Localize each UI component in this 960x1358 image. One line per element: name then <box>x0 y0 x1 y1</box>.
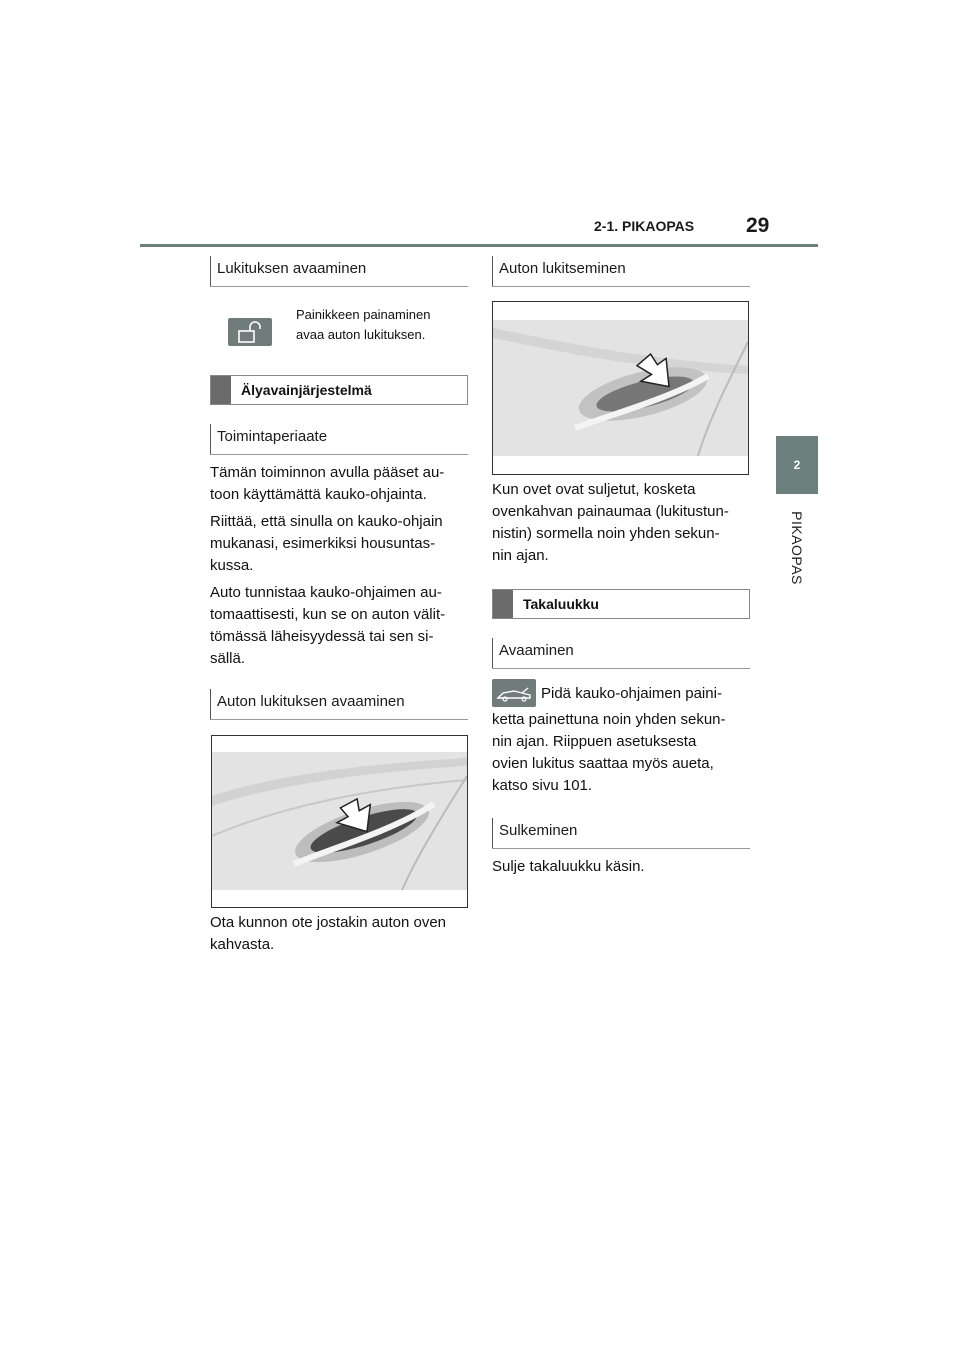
text-line: ketta painettuna noin yhden sekun- <box>492 711 726 728</box>
heading-principle-text: Toimintaperiaate <box>210 424 468 454</box>
text-line: mukanasi, esimerkiksi housuntas- <box>210 535 436 552</box>
text-line: Pidä kauko-ohjaimen paini- <box>541 685 722 702</box>
text-line: sällä. <box>210 650 246 667</box>
text-line: Riittää, että sinulla on kauko-ohjain <box>210 513 443 530</box>
text-line: ovien lukitus saattaa myös aueta, <box>492 755 714 772</box>
heading-close <box>492 818 750 849</box>
heading-close-text: Sulkeminen <box>492 818 750 848</box>
heading-rule <box>210 454 468 455</box>
header-rule <box>140 244 818 247</box>
heading-open <box>492 638 750 669</box>
text-line: Tämän toiminnon avulla pääset au- <box>210 464 445 481</box>
paragraph-lock <box>492 479 754 567</box>
text-line: nistin) sormella noin yhden sekun- <box>492 525 720 542</box>
heading-unlock-text: Lukituksen avaaminen <box>210 256 468 286</box>
paragraph-close: Sulje takaluukku käsin. <box>492 858 645 875</box>
unlock-caption-line: Painikkeen painaminen <box>296 307 431 322</box>
paragraph-trunk-open <box>492 709 754 797</box>
page-number: 29 <box>746 214 770 237</box>
door-handle-grip-illustration <box>211 735 468 908</box>
paragraph-principle <box>210 462 472 670</box>
section-title: 2-1. PIKAOPAS <box>594 218 695 234</box>
unlock-caption-line: avaa auton lukituksen. <box>296 327 426 342</box>
unlock-icon <box>228 318 272 346</box>
heading-bar <box>211 376 231 404</box>
heading-bar <box>493 590 513 618</box>
text-line: kussa. <box>210 557 254 574</box>
unlock-caption <box>296 305 466 345</box>
heading-trunk-text: Takaluukku <box>523 596 599 612</box>
text-line: Auto tunnistaa kauko-ohjaimen au- <box>210 584 442 601</box>
heading-rule <box>492 668 750 669</box>
text-line: nin ajan. <box>492 547 549 564</box>
text-line: katso sivu 101. <box>492 777 593 794</box>
heading-rule <box>492 286 750 287</box>
heading-car-unlock-text: Auton lukituksen avaaminen <box>210 689 468 719</box>
text-line: Ota kunnon ote jostakin auton oven <box>210 914 447 931</box>
text-line: tomaattisesti, kun se on auton välit- <box>210 606 446 623</box>
heading-smart-key <box>210 375 468 405</box>
heading-rule <box>210 719 468 720</box>
text-line: kahvasta. <box>210 936 275 953</box>
heading-rule <box>492 848 750 849</box>
heading-lock <box>492 256 750 287</box>
text-line: nin ajan. Riippuen asetuksesta <box>492 733 697 750</box>
heading-smart-key-text: Älyavainjärjestelmä <box>241 382 372 398</box>
trunk-icon <box>492 679 536 707</box>
heading-lock-text: Auton lukitseminen <box>492 256 750 286</box>
chapter-tab: 2 <box>776 436 818 494</box>
heading-unlock <box>210 256 468 287</box>
paragraph-grip <box>210 912 472 956</box>
heading-trunk <box>492 589 750 619</box>
door-handle-lock-illustration <box>492 301 749 475</box>
text-line: tömässä läheisyydessä tai sen si- <box>210 628 434 645</box>
heading-rule <box>210 286 468 287</box>
text-line: ovenkahvan painaumaa (lukitustun- <box>492 503 729 520</box>
chapter-title: PIKAOPAS <box>789 511 805 585</box>
heading-open-text: Avaaminen <box>492 638 750 668</box>
heading-car-unlock <box>210 689 468 720</box>
text-line: Kun ovet ovat suljetut, kosketa <box>492 481 696 498</box>
text-line: toon käyttämättä kauko-ohjainta. <box>210 486 427 503</box>
heading-principle <box>210 424 468 455</box>
